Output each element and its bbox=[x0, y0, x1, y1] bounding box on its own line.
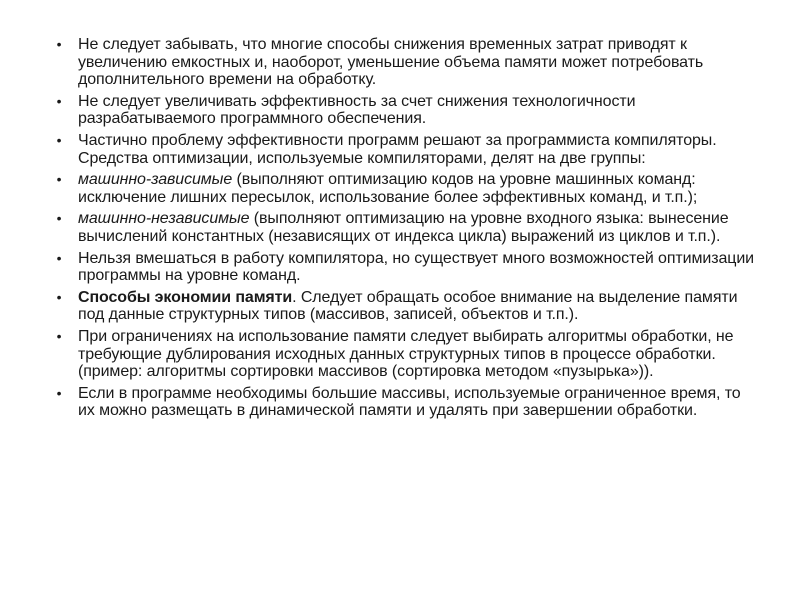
bullet-item-5 bbox=[52, 210, 760, 245]
bullet-text: . Следует обращать особое внимание на выделение памяти под данные структурных типов (массивов, записей, объектов и т.п.). bbox=[78, 288, 738, 324]
bullet-item-6 bbox=[52, 250, 760, 285]
bullet-dot-icon: • bbox=[56, 36, 62, 52]
bullet-text: (выполняют оптимизацию кодов на уровне машинных команд: исключение лишних пересылок, использование более эффективных команд, и т.п.); bbox=[78, 171, 698, 206]
bullet-dot-icon: • bbox=[56, 92, 62, 109]
bullet-item-9 bbox=[52, 385, 760, 420]
bullet-dot-icon: • bbox=[56, 327, 62, 344]
bullet-text: Частично проблему эффективности программ решают за программиста компиляторы. Средства оптимизации, используемые компиляторами, делят на две группы: bbox=[78, 131, 717, 167]
bullet-item-4 bbox=[52, 171, 760, 206]
bullet-dot-icon: • bbox=[56, 384, 62, 401]
bullet-list bbox=[52, 36, 760, 420]
bullet-text: При ограничениях на использование памяти следует выбирать алгоритмы обработки, не требующие дублирования исходных данных структурных типов в процессе обработки. (пример: алгоритмы сортировки массивов (сортировка методом «пузырька»)). bbox=[78, 327, 734, 381]
bullet-dot-icon: • bbox=[56, 249, 62, 266]
bullet-item-3 bbox=[52, 132, 760, 167]
bullet-text: (выполняют оптимизацию на уровне входного языка: вынесение вычислений константных (независящих от индекса цикла) выражений из циклов и т.п.). bbox=[78, 210, 729, 245]
bullet-item-1 bbox=[52, 36, 760, 89]
bullet-text: Если в программе необходимы большие массивы, используемые ограниченное время, то их можно размещать в динамической памяти и удалять при завершении обработки. bbox=[78, 384, 741, 420]
bullet-dot-icon: • bbox=[56, 210, 62, 227]
bullet-dot-icon: • bbox=[56, 288, 62, 305]
bullet-lead-bold: Способы экономии памяти bbox=[78, 288, 293, 306]
bullet-dot-icon: • bbox=[56, 131, 62, 148]
bullet-item-2 bbox=[52, 93, 760, 128]
bullet-lead-italic: машинно-зависимые bbox=[78, 171, 233, 189]
bullet-dot-icon: • bbox=[56, 171, 62, 188]
bullet-text: Нельзя вмешаться в работу компилятора, но существует много возможностей оптимизации программы на уровне команд. bbox=[78, 249, 754, 285]
bullet-text: Не следует забывать, что многие способы снижения временных затрат приводят к увеличению емкостных и, наоборот, уменьшение объема памяти может потребовать дополнительного времени на обработку. bbox=[78, 36, 704, 89]
bullet-item-8 bbox=[52, 328, 760, 381]
bullet-lead-italic: машинно-независимые bbox=[78, 210, 250, 228]
bullet-item-7 bbox=[52, 289, 760, 324]
bullet-text: Не следует увеличивать эффективность за счет снижения технологичности разрабатываемого программного обеспечения. bbox=[78, 92, 636, 128]
